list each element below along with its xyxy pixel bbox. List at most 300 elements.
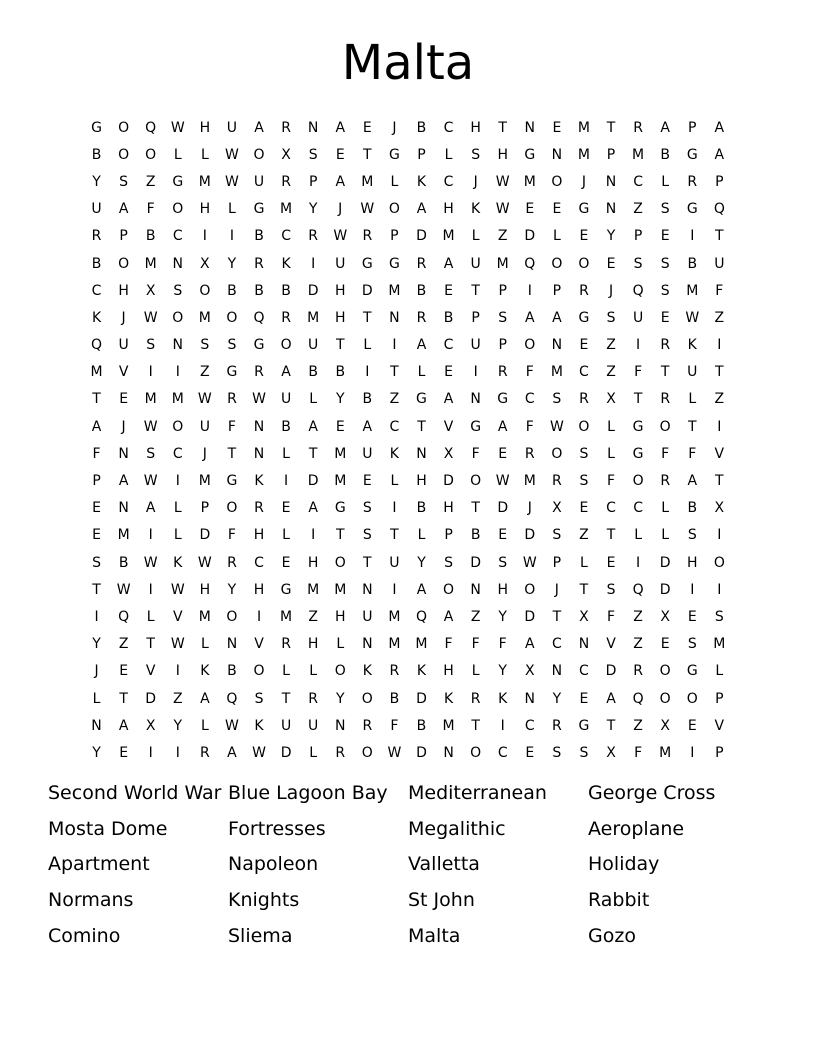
grid-letter: A xyxy=(714,146,725,163)
grid-letter: S xyxy=(471,146,481,163)
grid-letter: C xyxy=(172,445,183,462)
word-list-item: Aeroplane xyxy=(588,817,685,840)
grid-letter: D xyxy=(199,527,211,544)
grid-letter: S xyxy=(362,500,372,517)
grid-letter: T xyxy=(579,581,589,598)
grid-letter: A xyxy=(497,418,508,435)
grid-letter: P xyxy=(715,173,724,190)
grid-letter: E xyxy=(606,255,616,272)
grid-letter: J xyxy=(473,173,478,190)
grid-letter: C xyxy=(281,228,291,245)
grid-letter: I xyxy=(636,554,641,571)
grid-row xyxy=(83,440,733,467)
grid-letter: S xyxy=(146,337,156,354)
grid-letter: S xyxy=(660,201,670,218)
grid-letter: C xyxy=(633,500,643,517)
grid-letter: J xyxy=(392,119,397,136)
grid-letter: W xyxy=(522,554,537,571)
grid-letter: N xyxy=(335,717,346,734)
grid-letter: F xyxy=(606,608,616,625)
grid-letter: R xyxy=(91,228,102,245)
grid-letter: B xyxy=(91,255,102,272)
grid-letter: T xyxy=(471,717,480,734)
grid-letter: O xyxy=(334,554,346,571)
grid-letter: F xyxy=(471,445,480,462)
grid-letter: T xyxy=(227,445,237,462)
grid-letter: K xyxy=(498,690,508,707)
grid-letter: N xyxy=(605,173,617,190)
grid-letter: M xyxy=(144,391,157,408)
grid-letter: L xyxy=(607,445,615,462)
grid-letter: S xyxy=(606,309,616,326)
grid-letter: P xyxy=(715,690,724,707)
grid-letter: K xyxy=(389,445,399,462)
grid-letter: C xyxy=(579,364,589,381)
grid-letter: W xyxy=(685,309,700,326)
grid-letter: E xyxy=(498,527,508,544)
grid-letter: O xyxy=(551,173,563,190)
grid-letter: P xyxy=(552,282,562,299)
grid-letter: M xyxy=(280,201,293,218)
grid-letter: S xyxy=(146,445,156,462)
grid-letter: X xyxy=(200,255,210,272)
word-list-item: Blue Lagoon Bay xyxy=(228,782,388,804)
word-list-item: St John xyxy=(408,889,475,912)
grid-letter: L xyxy=(173,500,182,517)
grid-letter: H xyxy=(686,554,698,571)
grid-letter: M xyxy=(334,473,347,490)
grid-letter: B xyxy=(227,663,237,680)
grid-letter: M xyxy=(90,364,103,381)
grid-letter: G xyxy=(334,500,346,517)
grid-letter: M xyxy=(659,744,672,761)
grid-letter: A xyxy=(118,717,129,734)
grid-letter: A xyxy=(443,255,454,272)
grid-letter: Z xyxy=(714,391,725,408)
grid-letter: E xyxy=(444,364,453,381)
grid-letter: I xyxy=(527,282,532,299)
grid-letter: R xyxy=(552,717,562,734)
grid-letter: M xyxy=(144,255,157,272)
grid-letter: R xyxy=(227,391,237,408)
grid-letter: H xyxy=(497,581,508,598)
grid-letter: O xyxy=(524,581,536,598)
grid-letter: M xyxy=(686,282,699,299)
grid-letter: F xyxy=(688,445,697,462)
grid-letter: F xyxy=(661,445,670,462)
grid-letter: C xyxy=(524,717,535,734)
grid-letter: Z xyxy=(200,364,210,381)
grid-row xyxy=(83,114,733,141)
grid-letter: L xyxy=(444,146,453,163)
grid-letter: P xyxy=(498,282,507,299)
grid-letter: B xyxy=(362,391,373,408)
grid-letter: G xyxy=(226,364,238,381)
grid-letter: C xyxy=(91,282,102,299)
grid-letter: S xyxy=(579,473,589,490)
grid-letter: O xyxy=(470,744,482,761)
grid-letter: L xyxy=(390,173,399,190)
grid-letter: O xyxy=(253,663,265,680)
grid-letter: W xyxy=(360,201,375,218)
grid-letter: O xyxy=(145,146,157,163)
grid-letter: C xyxy=(443,119,454,136)
grid-letter: O xyxy=(470,473,482,490)
grid-letter: U xyxy=(389,554,400,571)
grid-letter: U xyxy=(199,418,210,435)
grid-letter: B xyxy=(660,146,670,163)
grid-letter: X xyxy=(552,500,562,517)
grid-letter: N xyxy=(118,445,129,462)
grid-letter: R xyxy=(416,309,427,326)
grid-letter: R xyxy=(579,391,589,408)
grid-letter: E xyxy=(660,309,670,326)
grid-letter: W xyxy=(225,717,239,734)
grid-letter: T xyxy=(92,391,101,408)
grid-letter: O xyxy=(659,663,671,680)
grid-letter: V xyxy=(118,364,129,381)
grid-letter: Z xyxy=(308,608,318,625)
grid-letter: L xyxy=(336,636,345,653)
grid-letter: G xyxy=(361,255,373,272)
grid-letter: F xyxy=(525,418,534,435)
grid-letter: F xyxy=(498,636,507,653)
grid-letter: G xyxy=(632,445,644,462)
grid-letter: I xyxy=(365,364,370,381)
grid-letter: W xyxy=(143,418,158,435)
grid-letter: S xyxy=(444,554,453,571)
grid-letter: O xyxy=(118,255,130,272)
grid-letter: F xyxy=(715,282,724,299)
grid-letter: F xyxy=(444,636,453,653)
grid-letter: H xyxy=(470,119,481,136)
grid-letter: Z xyxy=(633,717,643,734)
grid-letter: B xyxy=(389,690,400,707)
grid-letter: U xyxy=(253,173,265,190)
grid-letter: E xyxy=(660,636,670,653)
grid-letter: U xyxy=(470,337,481,354)
grid-letter: N xyxy=(172,337,184,354)
grid-letter: J xyxy=(121,309,126,326)
grid-letter: M xyxy=(334,581,347,598)
grid-letter: I xyxy=(473,364,478,381)
grid-letter: Y xyxy=(92,636,101,653)
grid-letter: T xyxy=(715,473,724,490)
grid-row xyxy=(83,739,733,766)
grid-letter: H xyxy=(199,119,211,136)
grid-letter: H xyxy=(334,282,346,299)
grid-letter: J xyxy=(581,173,587,190)
grid-letter: S xyxy=(119,173,129,190)
grid-letter: S xyxy=(173,282,183,299)
grid-letter: B xyxy=(308,364,318,381)
grid-letter: L xyxy=(282,527,290,544)
grid-letter: P xyxy=(498,337,507,354)
grid-letter: A xyxy=(335,119,346,136)
grid-letter: W xyxy=(333,228,348,245)
word-list-item: Mediterranean xyxy=(408,782,547,804)
grid-letter: O xyxy=(578,418,590,435)
grid-letter: B xyxy=(145,228,156,245)
grid-row xyxy=(83,277,733,304)
grid-letter: B xyxy=(470,527,481,544)
grid-letter: T xyxy=(308,445,318,462)
grid-letter: W xyxy=(495,173,510,190)
grid-letter: L xyxy=(661,500,670,517)
grid-letter: G xyxy=(686,146,698,163)
grid-letter: M xyxy=(577,146,590,163)
word-list-item: Knights xyxy=(228,889,300,912)
grid-letter: O xyxy=(524,337,536,354)
grid-letter: P xyxy=(444,527,453,544)
grid-letter: L xyxy=(309,663,318,680)
grid-letter: V xyxy=(606,636,616,653)
grid-letter: G xyxy=(524,146,536,163)
grid-letter: L xyxy=(200,146,209,163)
grid-letter: I xyxy=(690,228,695,245)
grid-letter: H xyxy=(118,282,129,299)
grid-letter: A xyxy=(443,608,454,625)
grid-letter: Y xyxy=(552,690,562,707)
grid-letter: D xyxy=(497,500,509,517)
grid-letter: X xyxy=(579,608,589,625)
grid-letter: P xyxy=(119,228,128,245)
grid-letter: B xyxy=(281,418,291,435)
grid-letter: J xyxy=(338,201,343,218)
grid-letter: D xyxy=(416,744,427,761)
grid-letter: Q xyxy=(632,690,644,707)
grid-letter: I xyxy=(717,337,722,354)
grid-letter: N xyxy=(470,391,481,408)
grid-letter: O xyxy=(226,309,238,326)
grid-letter: M xyxy=(550,364,563,381)
grid-letter: A xyxy=(308,418,318,435)
grid-letter: Q xyxy=(524,255,536,272)
grid-letter: E xyxy=(335,418,345,435)
grid-letter: A xyxy=(714,119,725,136)
grid-letter: D xyxy=(416,690,427,707)
grid-letter: Y xyxy=(92,744,101,761)
grid-letter: R xyxy=(687,173,698,190)
grid-letter: O xyxy=(443,581,455,598)
grid-letter: F xyxy=(227,418,236,435)
grid-row xyxy=(83,359,733,386)
grid-letter: M xyxy=(198,608,211,625)
grid-letter: G xyxy=(253,337,265,354)
grid-letter: N xyxy=(551,663,563,680)
grid-letter: F xyxy=(471,636,480,653)
grid-letter: I xyxy=(690,744,695,761)
grid-letter: R xyxy=(308,690,319,707)
grid-letter: M xyxy=(334,445,347,462)
grid-letter: N xyxy=(389,309,400,326)
grid-letter: X xyxy=(443,445,454,462)
grid-letter: R xyxy=(497,364,508,381)
grid-letter: T xyxy=(363,146,372,163)
grid-letter: A xyxy=(145,500,156,517)
grid-letter: V xyxy=(443,418,454,435)
grid-letter: I xyxy=(690,581,695,598)
grid-letter: Q xyxy=(253,309,265,326)
word-list-item: Napoleon xyxy=(228,853,319,876)
grid-letter: Q xyxy=(145,119,157,136)
grid-letter: C xyxy=(443,173,454,190)
grid-letter: O xyxy=(172,309,184,326)
grid-row xyxy=(83,685,733,712)
grid-letter: L xyxy=(228,201,236,218)
grid-letter: Y xyxy=(227,581,237,598)
grid-letter: K xyxy=(416,663,427,680)
grid-letter: R xyxy=(281,636,291,653)
grid-letter: N xyxy=(226,636,238,653)
grid-letter: S xyxy=(606,581,616,598)
grid-letter: A xyxy=(308,500,318,517)
grid-letter: O xyxy=(199,282,211,299)
grid-letter: A xyxy=(525,309,535,326)
grid-letter: S xyxy=(362,527,372,544)
grid-letter: O xyxy=(118,119,130,136)
grid-letter: E xyxy=(362,473,372,490)
grid-letter: L xyxy=(282,663,290,680)
grid-letter: B xyxy=(416,500,427,517)
grid-letter: B xyxy=(687,255,698,272)
grid-letter: K xyxy=(443,690,454,707)
grid-letter: R xyxy=(633,119,643,136)
grid-letter: B xyxy=(443,309,454,326)
grid-letter: E xyxy=(335,146,345,163)
word-list-item: Rabbit xyxy=(588,889,650,912)
grid-letter: X xyxy=(606,744,616,761)
grid-letter: A xyxy=(362,418,373,435)
grid-letter: D xyxy=(416,228,427,245)
grid-letter: D xyxy=(470,554,482,571)
grid-letter: Z xyxy=(389,391,400,408)
word-list-item: Second World War xyxy=(48,782,222,804)
grid-letter: A xyxy=(525,636,535,653)
grid-letter: G xyxy=(416,391,427,408)
grid-letter: A xyxy=(335,173,346,190)
grid-row xyxy=(83,603,733,630)
grid-letter: L xyxy=(309,744,318,761)
grid-letter: L xyxy=(417,364,426,381)
grid-letter: G xyxy=(280,581,292,598)
grid-letter: F xyxy=(634,744,643,761)
grid-letter: G xyxy=(388,255,400,272)
grid-letter: R xyxy=(552,473,562,490)
grid-letter: F xyxy=(606,473,616,490)
grid-letter: G xyxy=(253,201,265,218)
grid-letter: W xyxy=(252,744,266,761)
grid-row xyxy=(83,467,733,494)
grid-letter: U xyxy=(280,717,292,734)
grid-letter: G xyxy=(686,663,698,680)
grid-letter: N xyxy=(307,119,319,136)
grid-letter: I xyxy=(175,364,180,381)
grid-letter: S xyxy=(660,282,670,299)
grid-letter: R xyxy=(308,228,319,245)
grid-row xyxy=(83,712,733,739)
grid-letter: H xyxy=(253,527,265,544)
grid-letter: T xyxy=(633,391,643,408)
grid-letter: T xyxy=(335,527,345,544)
grid-letter: L xyxy=(173,527,182,544)
grid-row xyxy=(83,168,733,195)
grid-letter: B xyxy=(416,282,427,299)
grid-letter: D xyxy=(307,473,319,490)
grid-letter: H xyxy=(253,581,265,598)
grid-letter: A xyxy=(118,201,129,218)
grid-letter: I xyxy=(256,608,262,625)
grid-letter: W xyxy=(252,391,266,408)
grid-letter: W xyxy=(197,391,212,408)
grid-letter: Z xyxy=(633,608,643,625)
grid-letter: U xyxy=(632,309,644,326)
grid-letter: G xyxy=(91,119,102,136)
grid-letter: O xyxy=(361,744,373,761)
grid-letter: L xyxy=(390,473,399,490)
grid-letter: H xyxy=(443,663,454,680)
grid-letter: E xyxy=(687,717,697,734)
grid-letter: I xyxy=(148,364,153,381)
grid-letter: B xyxy=(687,500,698,517)
grid-letter: S xyxy=(633,255,643,272)
grid-letter: W xyxy=(225,146,239,163)
grid-letter: X xyxy=(606,391,616,408)
grid-letter: M xyxy=(117,527,130,544)
grid-letter: E xyxy=(498,445,508,462)
grid-letter: A xyxy=(416,337,427,354)
grid-letter: A xyxy=(416,581,427,598)
grid-letter: J xyxy=(554,581,559,598)
grid-letter: L xyxy=(309,391,318,408)
grid-letter: P xyxy=(688,119,697,136)
grid-letter: Q xyxy=(632,282,644,299)
grid-letter: E xyxy=(92,500,101,517)
grid-letter: M xyxy=(388,282,401,299)
grid-letter: B xyxy=(254,228,264,245)
grid-letter: H xyxy=(199,581,211,598)
grid-letter: W xyxy=(225,173,239,190)
grid-letter: D xyxy=(605,663,617,680)
grid-letter: F xyxy=(634,364,643,381)
grid-letter: M xyxy=(442,228,455,245)
grid-letter: L xyxy=(146,608,155,625)
grid-letter: E xyxy=(606,554,616,571)
grid-letter: E xyxy=(687,608,697,625)
grid-letter: P xyxy=(471,309,480,326)
grid-letter: Q xyxy=(118,608,130,625)
grid-row xyxy=(83,549,733,576)
grid-letter: V xyxy=(714,445,725,462)
grid-letter: T xyxy=(715,228,724,245)
grid-letter: S xyxy=(498,554,508,571)
grid-letter: E xyxy=(281,500,291,517)
grid-letter: C xyxy=(551,636,562,653)
grid-letter: L xyxy=(661,527,670,544)
grid-letter: R xyxy=(335,744,346,761)
grid-letter: E xyxy=(552,201,562,218)
grid-letter: D xyxy=(524,228,536,245)
grid-letter: S xyxy=(552,391,562,408)
grid-letter: W xyxy=(549,418,564,435)
grid-letter: C xyxy=(254,554,264,571)
grid-letter: S xyxy=(308,146,318,163)
grid-letter: N xyxy=(443,744,454,761)
grid-letter: X xyxy=(660,717,670,734)
grid-letter: O xyxy=(659,690,671,707)
grid-row xyxy=(83,386,733,413)
grid-letter: X xyxy=(524,663,535,680)
